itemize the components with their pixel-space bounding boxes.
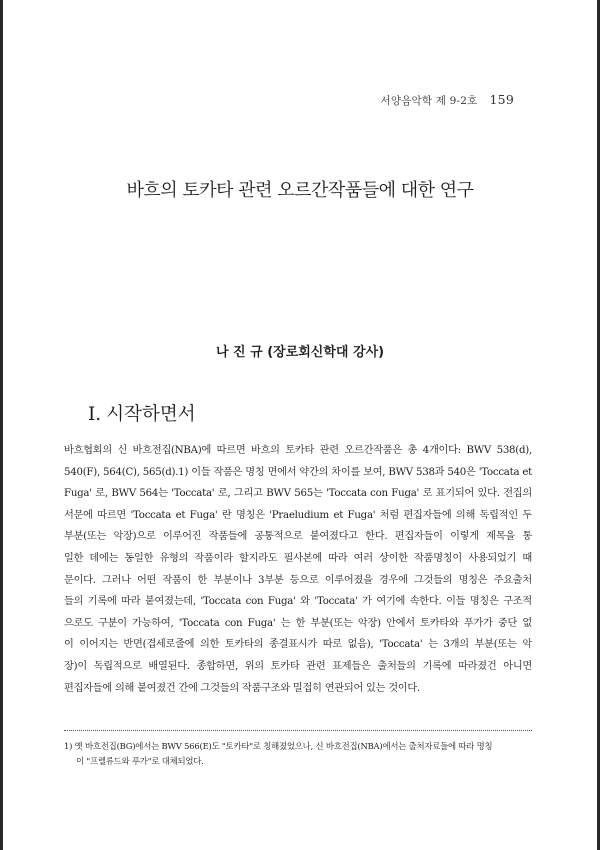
author-line: 나 진 규 (장로회신학대 강사) [215, 345, 385, 360]
body-line: 장)이 독립적으로 배열된다. 종합하면, 위의 토카타 관련 표제들은 출처들의 기록에 따라졌건 아니면 [64, 660, 532, 672]
footnote-line: 이 "프렐류드와 푸가"로 대체되었다. [76, 755, 204, 766]
body-line: 서문에 따르면 'Toccata et Fuga' 란 명칭은 'Praeludium et Fuga' 처럼 편집자들에 의해 독립적인 두 [64, 509, 532, 521]
body-line: 부분(또는 악장)으로 이루어진 작품들에 공통적으로 붙여졌다고 한다. 편집자들이 이렇게 제목을 통 [64, 531, 532, 543]
body-line: 으로도 구분이 가능하여, 'Toccata con Fuga' 는 한 부분(또는 악장) 안에서 토카타와 푸가가 중단 없 [64, 617, 532, 629]
body-line: 바흐협회의 신 바흐전집(NBA)에 따르면 바흐의 토카타 관련 오르간작품은 총 4개이다: BWV 538(d), [64, 445, 532, 456]
section-title: 시작하면서 [106, 404, 196, 425]
body-line: 들의 기록에 따라 붙여졌는데, 'Toccata con Fuga' 와 'Toccata' 가 여기에 속한다. 이들 명칭은 구조적 [64, 596, 532, 608]
section-heading [88, 400, 196, 426]
section-numeral: I. [88, 404, 102, 425]
footnote [64, 739, 532, 768]
running-head [381, 92, 514, 108]
article-title: 바흐의 토카타 관련 오르간작품들에 대한 연구 [126, 180, 474, 201]
body-line: 이 이어지는 반면(겹세로줄에 의한 토카타의 종결표시가 따로 없음), 'Toccata' 는 3개의 부분(또는 악 [64, 639, 532, 651]
footnote-divider [64, 730, 532, 731]
body-line: 540(F), 564(C), 565(d).1) 이들 작품은 명칭 면에서 약간의 차이를 보여, BWV 538과 540은 'Toccata et [64, 466, 532, 478]
body-line: 문이다. 그러나 어떤 작품이 한 부분이나 3부분 등으로 이루어졌을 경우에 그것들의 명칭은 주요출처 [64, 574, 532, 586]
footnote-line: 1) 옛 바흐전집(BG)에서는 BWV 566(E)도 "토카타"로 칭해졌었으나, 신 바흐전집(NBA)에서는 출처자료들에 따라 명칭 [64, 741, 493, 751]
body-line: Fuga' 로, BWV 564는 'Toccata' 로, 그리고 BWV 565는 'Toccata con Fuga' 로 표기되어 있다. 전집의 [64, 488, 532, 500]
body-line: 일한 데에는 동일한 유형의 작품이라 할지라도 필사본에 따라 여러 상이한 작품명칭이 사용되었기 때 [64, 552, 532, 564]
body-paragraph [64, 440, 532, 699]
body-line: 편집자들에 의해 붙여졌건 간에 그것들의 작품구조와 밀접히 연관되어 있는 것이다. [64, 682, 420, 694]
page-left-edge [0, 0, 3, 850]
journal-name: 서양음악학 제 9-2호 [380, 95, 478, 107]
page-number: 159 [489, 92, 514, 107]
